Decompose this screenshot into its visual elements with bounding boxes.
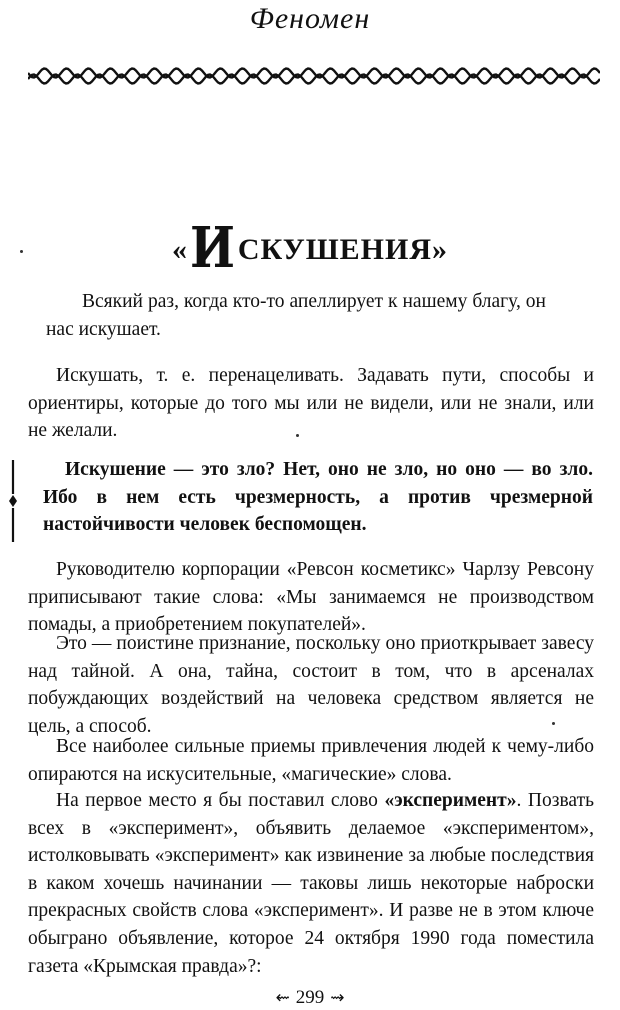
bold-statement: Искушение — это зло? Нет, оно не зло, но оно — во зло. Ибо в нем есть чрезмерность, а против чрезмерной настойчивости человек беспомощен. (43, 459, 593, 536)
chapter-title (0, 215, 620, 281)
paragraph-4: Все наиболее сильные приемы привлечения людей к чему-либо опираются на искусительные, «магические» слова. (28, 736, 594, 785)
arrow-left-icon: ⇜ (275, 988, 290, 1008)
paragraph-5-bold-word: «эксперимент» (384, 790, 517, 811)
paragraph-5-start: На первое место я бы поставил слово (56, 790, 385, 811)
wavy-rule-ornament (28, 64, 600, 88)
page-number: 299 (295, 987, 325, 1008)
paragraph-3: Это — поистине признание, поскольку оно приоткрывает завесу над тайной. А она, тайна, состоит в том, что в арсеналах побуждающих воздействий на человека средством является не цель, а способ. (28, 633, 594, 737)
paragraph-5-end: . Позвать всех в «эксперимент», объявить делаемое «экспериментом», истолковывать «эксперимент» как извинение за любые последствия в каком хочешь начинании — таковы лишь некоторые наброски прекрасных свойств слова «эксперимент». И разве не в этом ключе обыграно объявление, которое 24 октября 1990 года поместила газета «Крымская правда»?: (28, 790, 594, 977)
print-speck (552, 722, 555, 725)
paragraph-1: Искушать, т. е. перенацеливать. Задавать пути, способы и ориентиры, которые до того мы или не видели, или не знали, или не желали. (28, 365, 594, 442)
paragraph-5 (28, 787, 594, 980)
epigraph: Всякий раз, когда кто-то апеллирует к нашему благу, он нас искушает. (46, 291, 546, 340)
title-rest: СКУШЕНИЯ (237, 233, 433, 266)
print-speck (296, 434, 299, 437)
title-open-quote: « (171, 233, 188, 266)
title-close-quote: » (432, 233, 449, 266)
arrow-right-icon: ⇝ (330, 988, 345, 1008)
paragraph-2: Руководителю корпорации «Ревсон косметикс» Чарлзу Ревсону приписывают такие слова: «Мы занимаемся не производством помады, а приобретением покупателей». (28, 559, 594, 636)
page-footer (0, 987, 620, 1009)
title-drop-cap: И (190, 215, 236, 281)
running-head: Феномен (249, 2, 371, 35)
side-bracket-ornament (8, 458, 18, 544)
print-speck (20, 250, 23, 253)
